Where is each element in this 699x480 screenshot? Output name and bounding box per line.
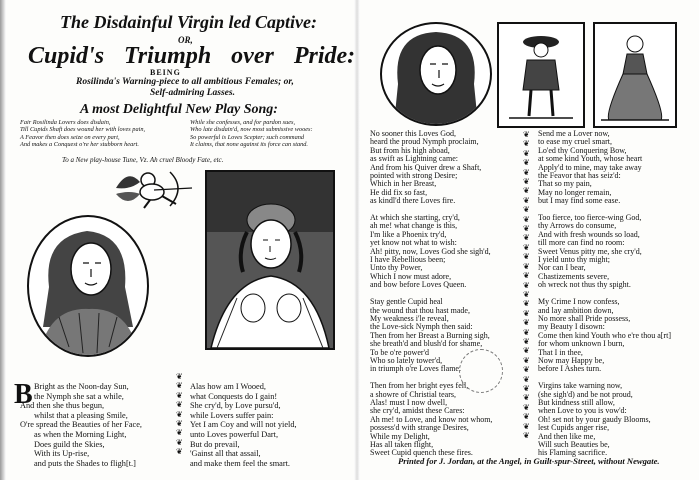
lady-portrait-icon [207,172,333,348]
verse-line: yet know not what to wish: [370,238,457,248]
subtitle-line-1: Rosilinda's Warning-piece to all ambitious Females; or, [76,77,294,87]
title-or: OR, [178,35,193,45]
verse-column-4 [538,130,671,458]
verse-line: for whom unknown I burn, [538,339,625,349]
verse-line: oh wreck not thus thy spight. [538,280,631,290]
verse-line: heard the proud Nymph proclaim, [370,137,479,147]
verse-line: as kindl'd there Loves fire. [370,196,456,206]
cupid-woodcut [110,166,196,212]
verse-line: No sooner this Loves God, [370,129,456,138]
verse-line: Then from her bright eyes fell, [370,381,469,391]
song-title: A most Delightful New Play Song: [80,102,278,117]
verse-line: the Nymph she sat a while, [34,391,124,401]
verse-line: she breath'd and blush'd for shame, [370,339,483,349]
verse-line: and make them feel the smart. [190,458,290,468]
intro-right [190,119,313,149]
verse-line: when Love to you is vow'd: [538,406,627,416]
verse-column-2 [190,382,297,468]
verse-line: Ah me! to Love, and know not whom, [370,414,493,424]
verse-line: Which I now must adore, [370,271,452,281]
fleuron-divider-left: ❦ ❦ ❦ ❦ ❦ ❦ ❦ ❦ ❦ [176,372,183,457]
verse-line: Too fierce, too fierce-wing God, [538,213,642,223]
verse-line: Sweet Cupid quench these fires. [370,448,473,458]
verse-line: pointed with strong Desire; [370,171,458,181]
verse-line: whilst that a pleasing Smile, [34,410,128,420]
library-stamp [459,349,503,393]
verse-line: Sweet Venus pitty me, she cry'd, [538,246,642,256]
title-being: BEING [150,68,181,77]
verse-line: That I in thee, [538,347,583,357]
verse-line: lest Cupids anger rise, [538,423,610,433]
intro-line: Till Cupids Shaft does wound her with loves pain, [20,126,146,134]
verse-line: Yet I am Coy and will not yield, [190,420,297,430]
verse-line: she cry'd, amidst these Cares: [370,406,465,416]
verse-line: But do prevail, [190,439,240,449]
intro-line: Who late disdain'd, now most submissive wooes: [190,126,313,134]
verse-line: My Crime I now confess, [538,297,620,307]
intro-line: While she confesses, and for pardon sues, [190,119,296,126]
man-portrait-icon [382,24,490,124]
imprint-line: Printed for J. Jordan, at the Angel, in Guilt-spur-Street, without Newgate. [398,456,660,466]
oval-portrait-woodcut [27,215,149,357]
verse-line: but I may find some ease. [538,196,621,206]
intro-line: And makes a Conquest o're her stubborn heart. [20,141,139,149]
tune-line: To a New play-house Tune, Vz. Ah cruel Bloody Fate, etc. [62,156,224,164]
verse-line: May no longer remain, [538,187,612,197]
verse-line: thy Arrows do consume, [538,221,617,231]
man-oval-woodcut [380,22,492,126]
verse-line: Ah! pitty, now, Loves God she sigh'd, [370,246,491,256]
verse-line: He did fix so fast, [370,187,428,197]
lady-portrait-woodcut [205,170,335,350]
verse-line: the Love-sick Nymph then said: [370,322,473,332]
verse-line: as when the Morning Light, [34,429,127,439]
verse-line: Has all taken flight, [370,439,434,449]
cavalier-woodcut [497,22,585,128]
intro-line: A Feavor then does seize on every part, [20,133,120,141]
verse-line: Alas! must I now dwell, [370,397,448,407]
verse-line: Apply'd to mine, may take away [538,162,642,172]
verse-line: I yield unto thy might; [538,255,610,265]
verse-line: Which in her Breast, [370,179,437,189]
verse-line: (she sigh'd) and be not proud, [538,389,633,399]
verse-line: And then she thus begun, [20,401,105,411]
verse-line: To be o're power'd [370,347,429,357]
verse-line: my Beauty I disown: [538,322,605,332]
verse-line: Now may Happy be, [538,355,605,365]
lady-figure-woodcut [593,22,677,128]
verse-line: ah me! what change is this, [370,221,458,231]
verse-line: as swift as Lightning came: [370,154,458,164]
verse-line: in triumph o're Loves flame. [370,364,461,374]
verse-line: Will such Beauties be, [538,439,610,449]
verse-line: Come then kind Youth who e're thou a[rt] [538,330,671,340]
intro-line: Fair Rosilinda Lovers does disdain, [20,119,111,126]
verse-line: While my Delight, [370,431,430,441]
verse-line: his Flaming sacrifice. [538,448,608,458]
verse-line: I have Rebellious been; [370,255,446,265]
verse-line: Then from her Breast a Burning sigh, [370,330,490,340]
verse-line: till more can find no room: [538,238,625,248]
verse-line: Who so lately tower'd, [370,355,443,365]
verse-line: I'm like a Phoenix try'd, [370,229,447,239]
verse-line: But from his high aboad, [370,145,450,155]
subtitle-line-2: Self-admiring Lasses. [150,88,235,98]
verse-line: Nor can I bear, [538,263,586,273]
verse-line: Unto thy Power, [370,263,423,273]
verse-line: She cry'd, by Love pursu'd, [190,401,281,411]
verse-line: while Lovers suffer pain: [190,410,274,420]
fleuron-divider-right: ❦ ❦ ❦ ❦ ❦ ❦ ❦ ❦ ❦ ❦ ❦ ❦ ❦ ❦ ❦ ❦ ❦ ❦ ❦ ❦ ❦ ❦ ❦ ❦ ❦ ❦ ❦ ❦ ❦ ❦ ❦ ❦ ❦ [523,130,530,440]
intro-left [20,119,145,149]
verse-line: Chastizements severe, [538,271,610,281]
verse-line: Send me a Lover now, [538,129,610,138]
verse-line: Does guild the Skies, [34,439,105,449]
gentleman-portrait-icon [29,217,147,355]
cavalier-figure-icon [499,24,583,126]
verse-line: Bright as the Noon-day Sun, [34,382,129,391]
verse-line: at some kind Youth, whose heart [538,154,643,164]
verse-line: unto Loves powerful Dart, [190,429,279,439]
verse-line: That so my pain, [538,179,592,189]
intro-line: It claims, that none against its force can stand. [190,141,308,149]
verse-line: what Conquests do I gain! [190,391,278,401]
verse-line: My weakness i'le reveal, [370,313,449,323]
verse-line: Lo'ed thy Conquering Bow, [538,145,627,155]
verse-line: the Feavor that has seiz'd: [538,171,621,181]
verse-line: Stay gentle Cupid heal [370,297,443,307]
lady-figure-icon [595,24,675,126]
verse-line: and bow before Loves Queen. [370,280,467,290]
verse-line: and lay ambition down, [538,305,614,315]
page-edge-shadow [0,0,6,480]
verse-line: a showre of Christial tears, [370,389,456,399]
verse-column-3 [370,130,492,458]
verse-line: But kindness still allow, [538,397,615,407]
verse-line: Oh! set not by your gaudy Blooms, [538,414,651,424]
verse-line: and puts the Shades to fligh[t.] [34,458,136,468]
verse-line: With its Up-rise, [34,449,90,459]
page-fold [354,0,360,480]
verse-line: At which she starting, cry'd, [370,213,460,223]
title-line-2: Cupid's Triumph over Pride: [28,43,356,69]
verse-line: And with fresh wounds so load, [538,229,640,239]
verse-line: And from his Quiver drew a Shaft, [370,162,482,172]
verse-line: 'Gainst all that assail, [190,449,261,459]
verse-line: the wound that thou hast made, [370,305,470,315]
verse-line: to ease my cruel smart, [538,137,612,147]
verse-line: And then like me, [538,431,596,441]
verse-column-1 [20,382,142,468]
verse-line: possess'd with strange Desires, [370,423,469,433]
verse-line: Alas how am I Wooed, [190,382,266,391]
intro-line: So powerful is Loves Scepter; such command [190,133,305,141]
cupid-icon [110,166,196,212]
title-line-1: The Disdainful Virgin led Captive: [60,12,318,32]
drop-cap: B [14,379,33,410]
verse-line: No more shall Pride possess, [538,313,631,323]
verse-line: O're spread the Beauties of her Face, [20,420,142,430]
verse-line: before I Ashes turn. [538,364,602,374]
verse-line: Virgins take warning now, [538,381,623,391]
